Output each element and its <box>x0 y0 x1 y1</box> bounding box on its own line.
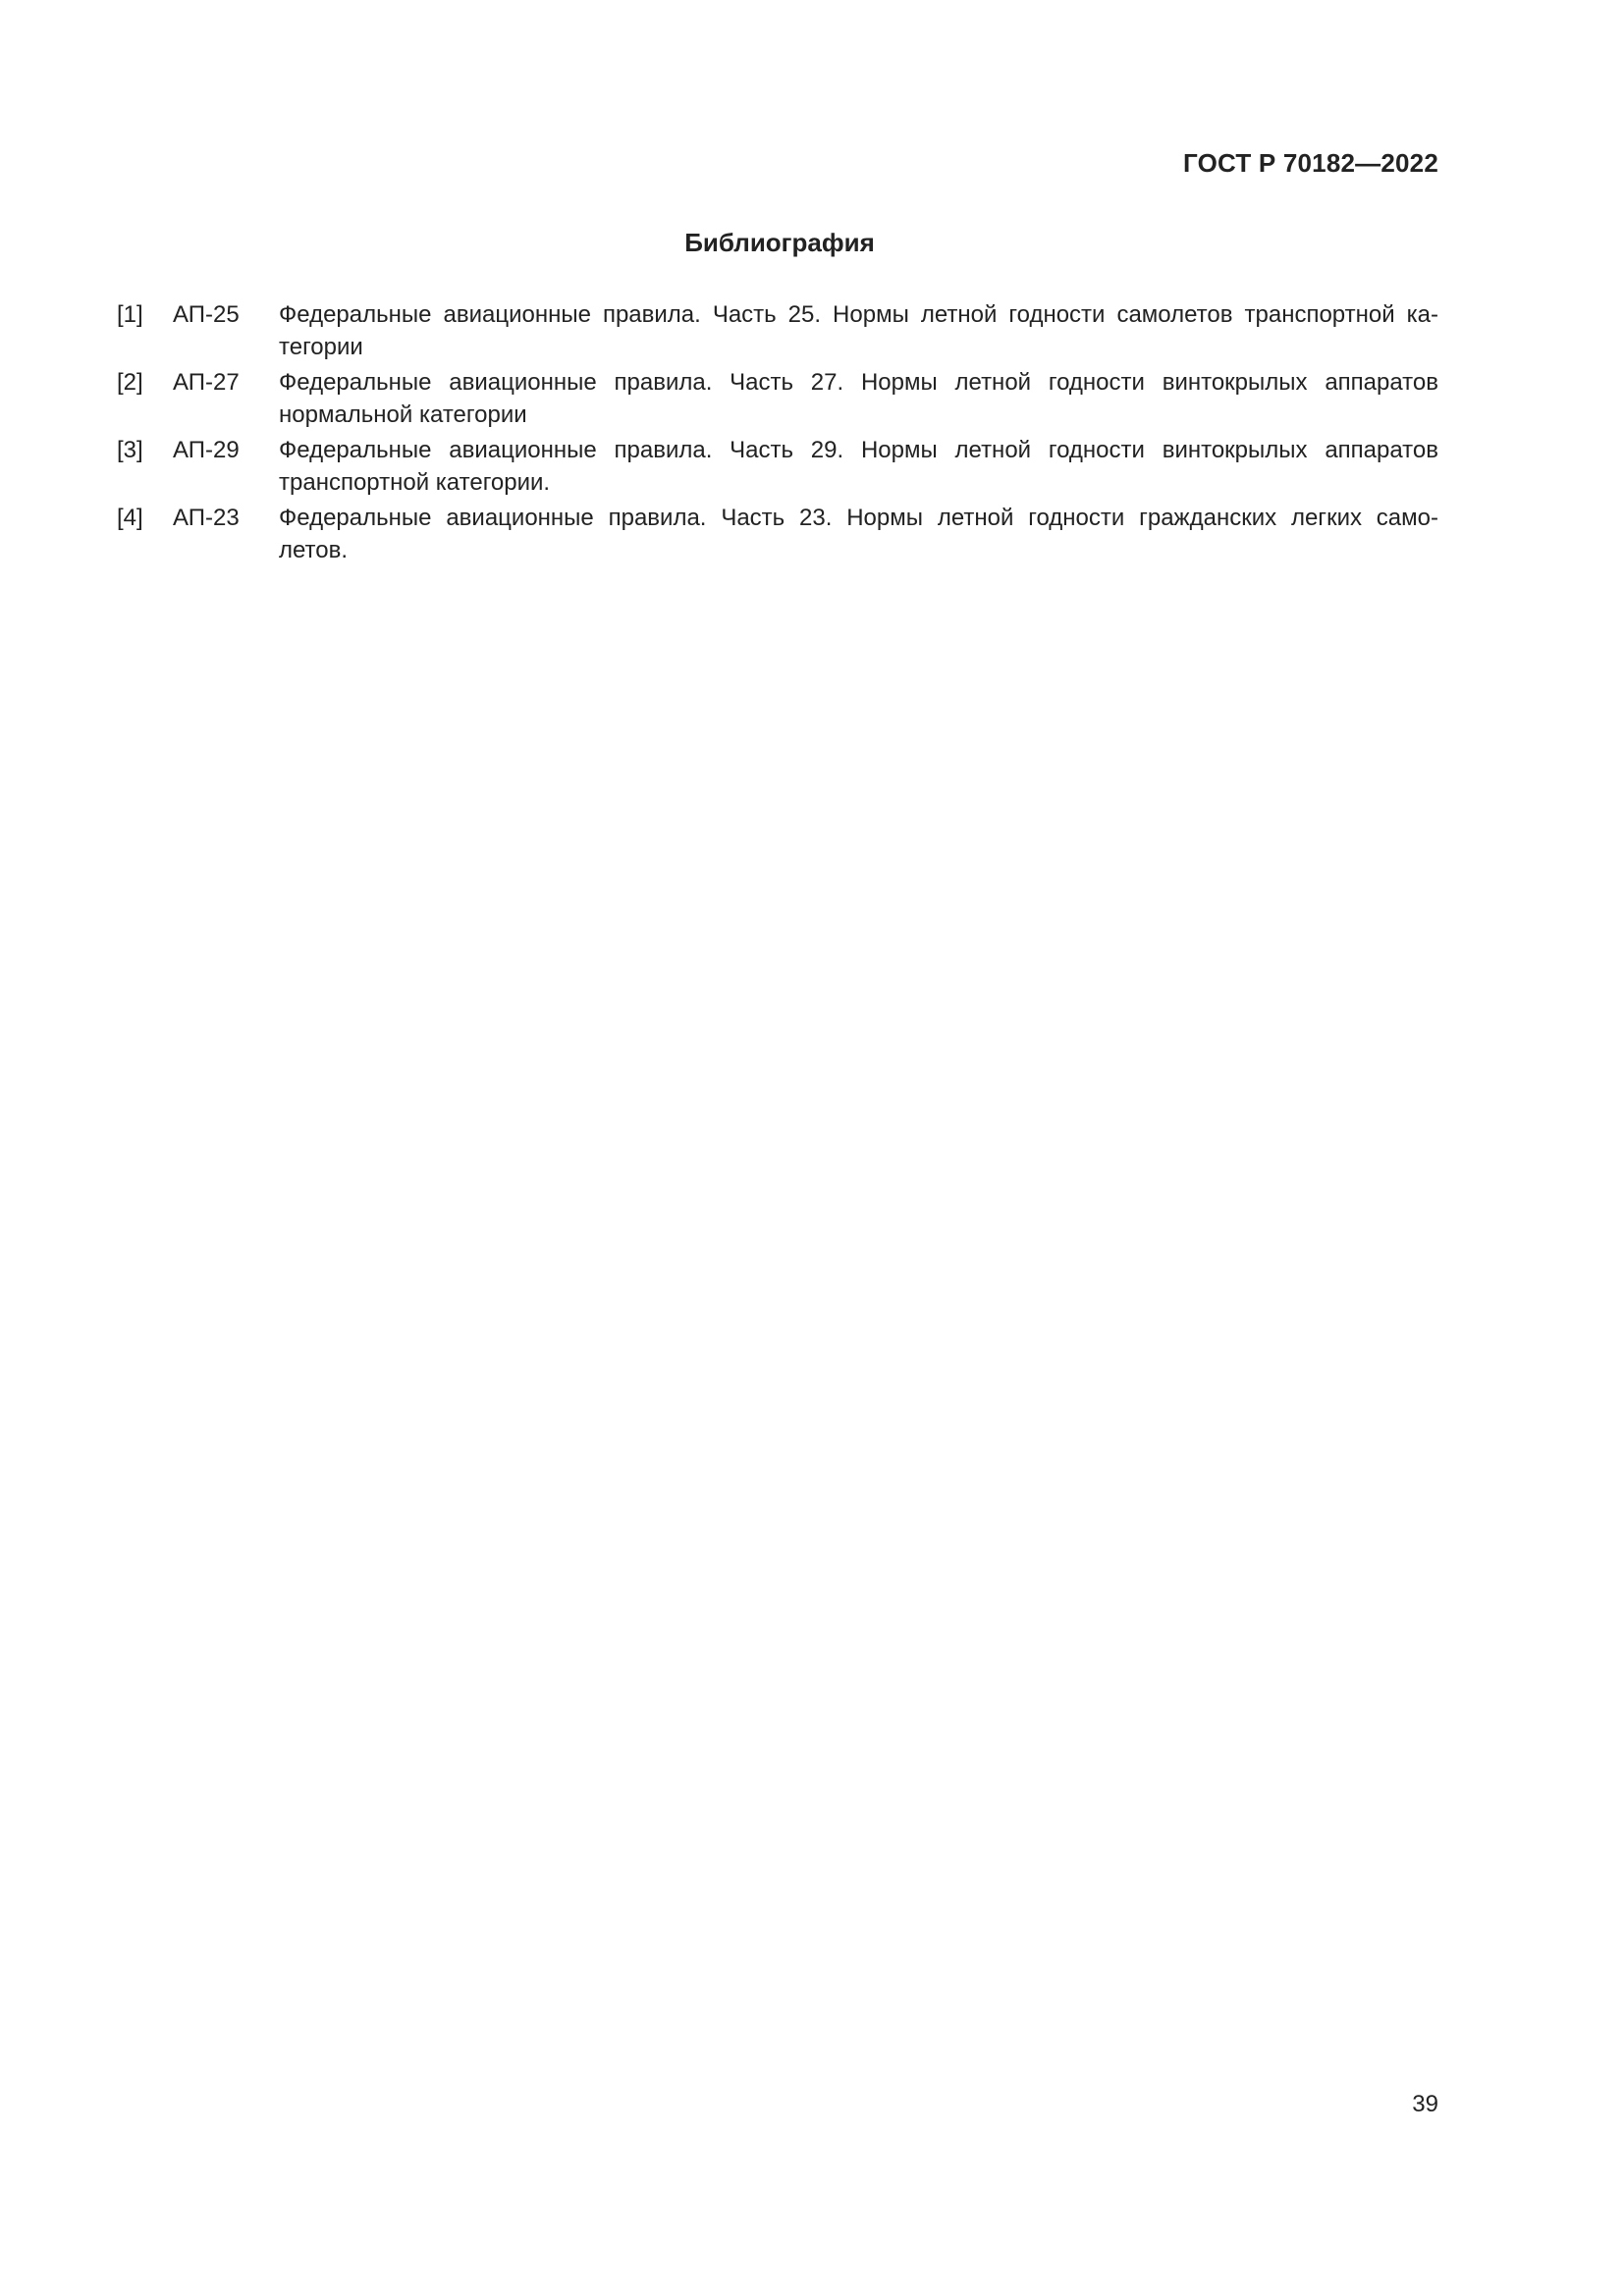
entry-text <box>279 434 1438 499</box>
entry-text-line: тегории <box>279 334 363 360</box>
entry-text-line: Федеральные авиационные правила. Часть 27. Нормы летной годности винтокрылых аппаратов <box>279 369 1438 396</box>
bibliography-entry <box>117 366 1438 431</box>
bibliography-entry <box>117 434 1438 499</box>
document-code: ГОСТ Р 70182—2022 <box>1183 148 1438 178</box>
bibliography-list <box>117 298 1438 569</box>
entry-text <box>279 298 1438 363</box>
entry-number: [2] <box>117 369 143 396</box>
entry-text-line: Федеральные авиационные правила. Часть 25. Нормы летной годности самолетов транспортной ка- <box>279 301 1438 328</box>
entry-code: АП-23 <box>173 505 240 531</box>
page-number: 39 <box>1412 2091 1438 2117</box>
entry-text-line: нормальной категории <box>279 401 527 428</box>
entry-code: АП-27 <box>173 369 240 396</box>
bibliography-title: Библиография <box>684 228 875 257</box>
entry-number: [3] <box>117 437 143 463</box>
entry-text <box>279 366 1438 431</box>
entry-number: [4] <box>117 505 143 531</box>
bibliography-entry <box>117 502 1438 566</box>
entry-text <box>279 502 1438 566</box>
entry-text-line: Федеральные авиационные правила. Часть 23. Нормы летной годности гражданских легких само- <box>279 505 1438 531</box>
entry-number: [1] <box>117 301 143 328</box>
entry-text-line: летов. <box>279 537 349 563</box>
entry-text-line: Федеральные авиационные правила. Часть 29. Нормы летной годности винтокрылых аппаратов <box>279 437 1438 463</box>
bibliography-entry <box>117 298 1438 363</box>
entry-code: АП-29 <box>173 437 240 463</box>
entry-code: АП-25 <box>173 301 240 328</box>
entry-text-line: транспортной категории. <box>279 469 551 496</box>
